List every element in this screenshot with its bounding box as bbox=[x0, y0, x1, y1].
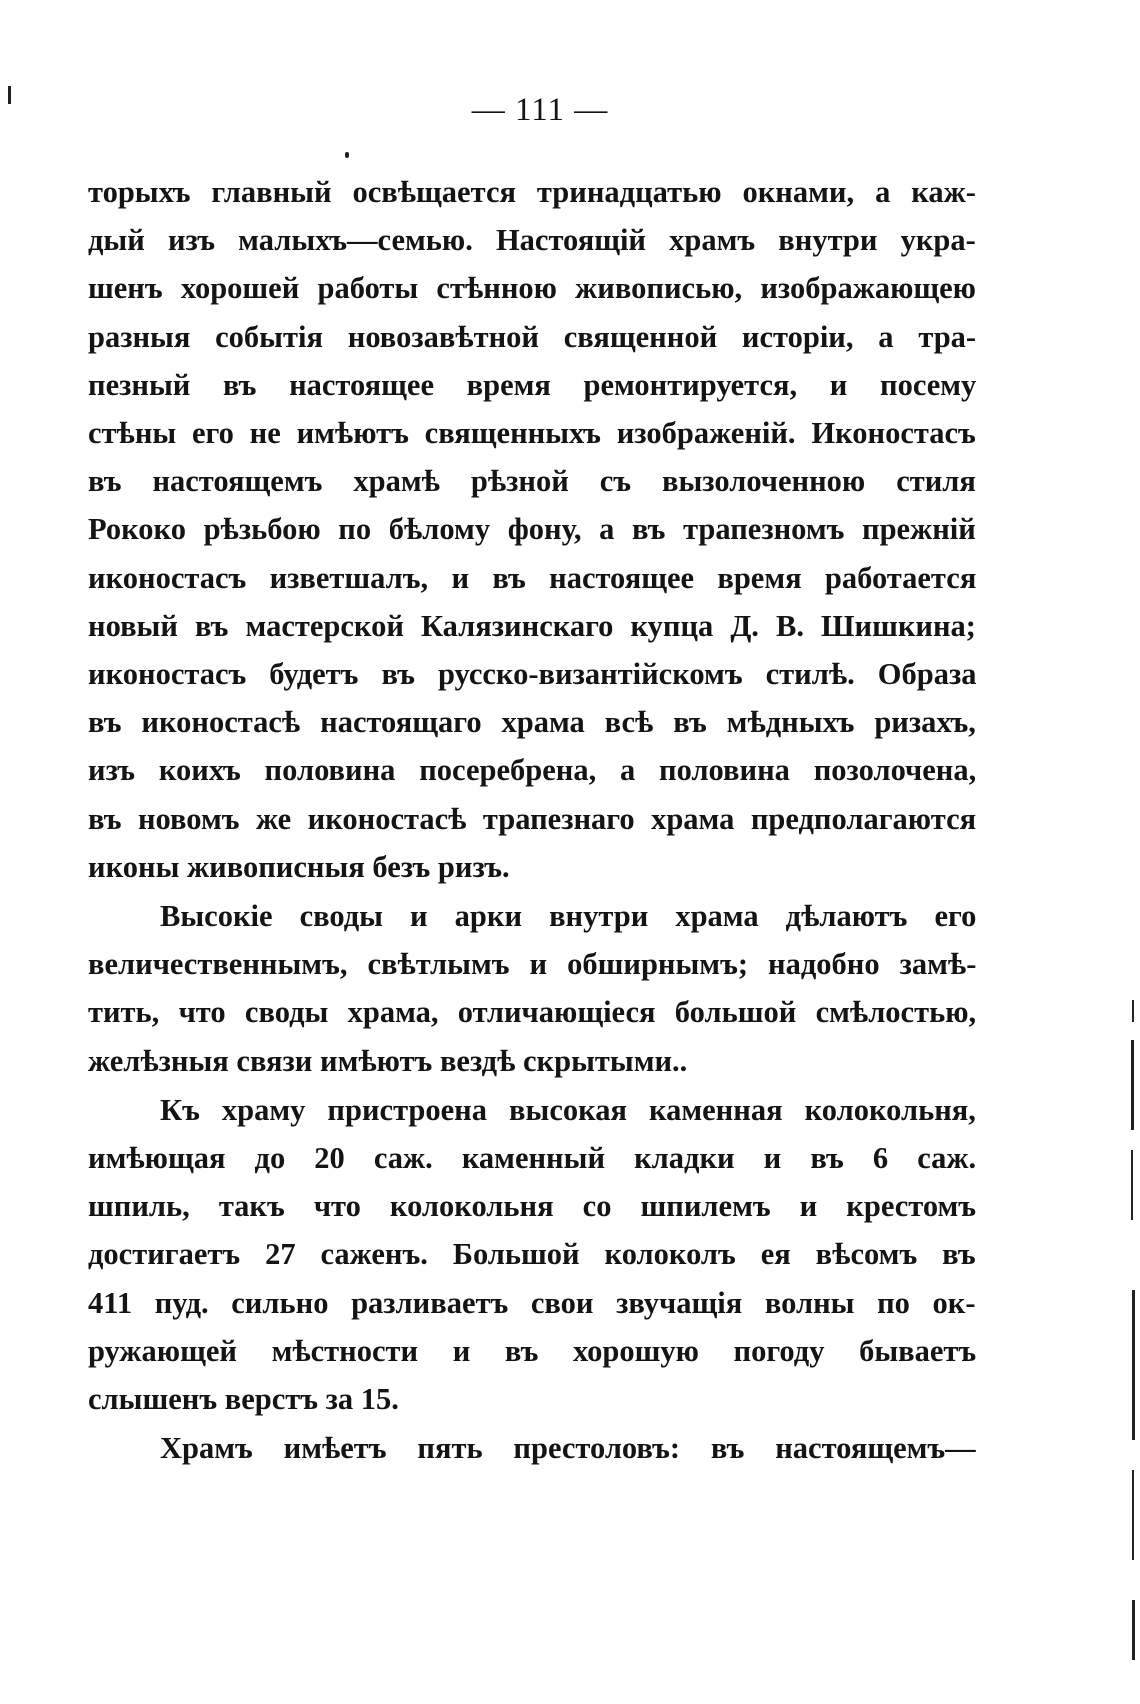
text-line: иконы живописныя безъ ризъ. bbox=[88, 849, 510, 884]
text-line: дый изъ малыхъ—семью. Настоящій храмъ внутри укра- bbox=[88, 223, 976, 258]
scan-edge-mark bbox=[1132, 1290, 1135, 1440]
text-line: 411 пуд. сильно разливаетъ свои звучащія волны по ок- bbox=[88, 1285, 976, 1320]
scan-edge-mark bbox=[1131, 1040, 1134, 1130]
text-line: торыхъ главный освѣщается тринадцатью окнами, а каж- bbox=[88, 175, 976, 209]
page-number: — 111 — bbox=[471, 92, 609, 128]
paragraph-1 bbox=[88, 168, 976, 891]
text-line: желѣзныя связи имѣютъ вездѣ скрытыми.. bbox=[88, 1043, 688, 1078]
paragraph-3 bbox=[88, 1086, 976, 1423]
scan-artifact-dot bbox=[345, 152, 349, 158]
text-line: тить, что своды храма, отличающіеся большой смѣлостью, bbox=[88, 995, 977, 1030]
text-line: Храмъ имѣетъ пять престоловъ: въ настоящемъ— bbox=[160, 1431, 976, 1466]
paragraph-4 bbox=[88, 1424, 976, 1472]
text-line: иконостасъ изветшалъ, и въ настоящее время работается bbox=[88, 560, 977, 595]
text-line: Высокіе своды и арки внутри храма дѣлаютъ его bbox=[160, 899, 977, 934]
text-line: пезный въ настоящее время ремонтируется, и посему bbox=[88, 367, 977, 402]
text-line: шенъ хорошей работы стѣнною живописью, изображающею bbox=[88, 271, 976, 306]
text-line: новый въ мастерской Калязинскаго купца Д. В. Шишкина; bbox=[88, 608, 976, 643]
text-line: разныя событія новозавѣтной священной исторіи, а тра- bbox=[88, 319, 977, 354]
text-line: Рококо рѣзьбою по бѣлому фону, а въ трапезномъ прежній bbox=[88, 512, 976, 547]
text-line: шпиль, такъ что колокольня со шпилемъ и крестомъ bbox=[88, 1189, 977, 1224]
scan-edge-mark bbox=[1132, 1600, 1135, 1660]
text-line: ружающей мѣстности и въ хорошую погоду бываетъ bbox=[88, 1333, 977, 1368]
body-text bbox=[88, 168, 976, 1472]
text-line: слышенъ верстъ за 15. bbox=[88, 1382, 399, 1417]
text-line: въ новомъ же иконостасѣ трапезнаго храма предполагаются bbox=[88, 801, 977, 836]
text-line: иконостасъ будетъ въ русско-византійскомъ стилѣ. Образа bbox=[88, 657, 977, 692]
text-line: величественнымъ, свѣтлымъ и обширнымъ; надобно замѣ- bbox=[88, 947, 977, 982]
paragraph-2 bbox=[88, 892, 976, 1085]
scan-edge-mark bbox=[1132, 1000, 1134, 1022]
scan-edge-mark bbox=[1131, 1150, 1133, 1220]
text-line: въ настоящемъ храмѣ рѣзной съ вызолоченною стиля bbox=[88, 464, 976, 499]
text-line: стѣны его не имѣютъ священныхъ изображеній. Иконостасъ bbox=[88, 416, 976, 451]
text-line: въ иконостасѣ настоящаго храма всѣ въ мѣдныхъ ризахъ, bbox=[88, 705, 976, 740]
text-line: изъ коихъ половина посеребрена, а половина позолочена, bbox=[88, 753, 977, 788]
scan-edge-mark bbox=[1132, 1470, 1134, 1560]
text-line: Къ храму пристроена высокая каменная колокольня, bbox=[160, 1092, 976, 1127]
text-line: имѣющая до 20 саж. каменный кладки и въ 6 саж. bbox=[88, 1141, 977, 1176]
text-line: достигаетъ 27 саженъ. Большой колоколъ ея вѣсомъ въ bbox=[88, 1237, 976, 1272]
